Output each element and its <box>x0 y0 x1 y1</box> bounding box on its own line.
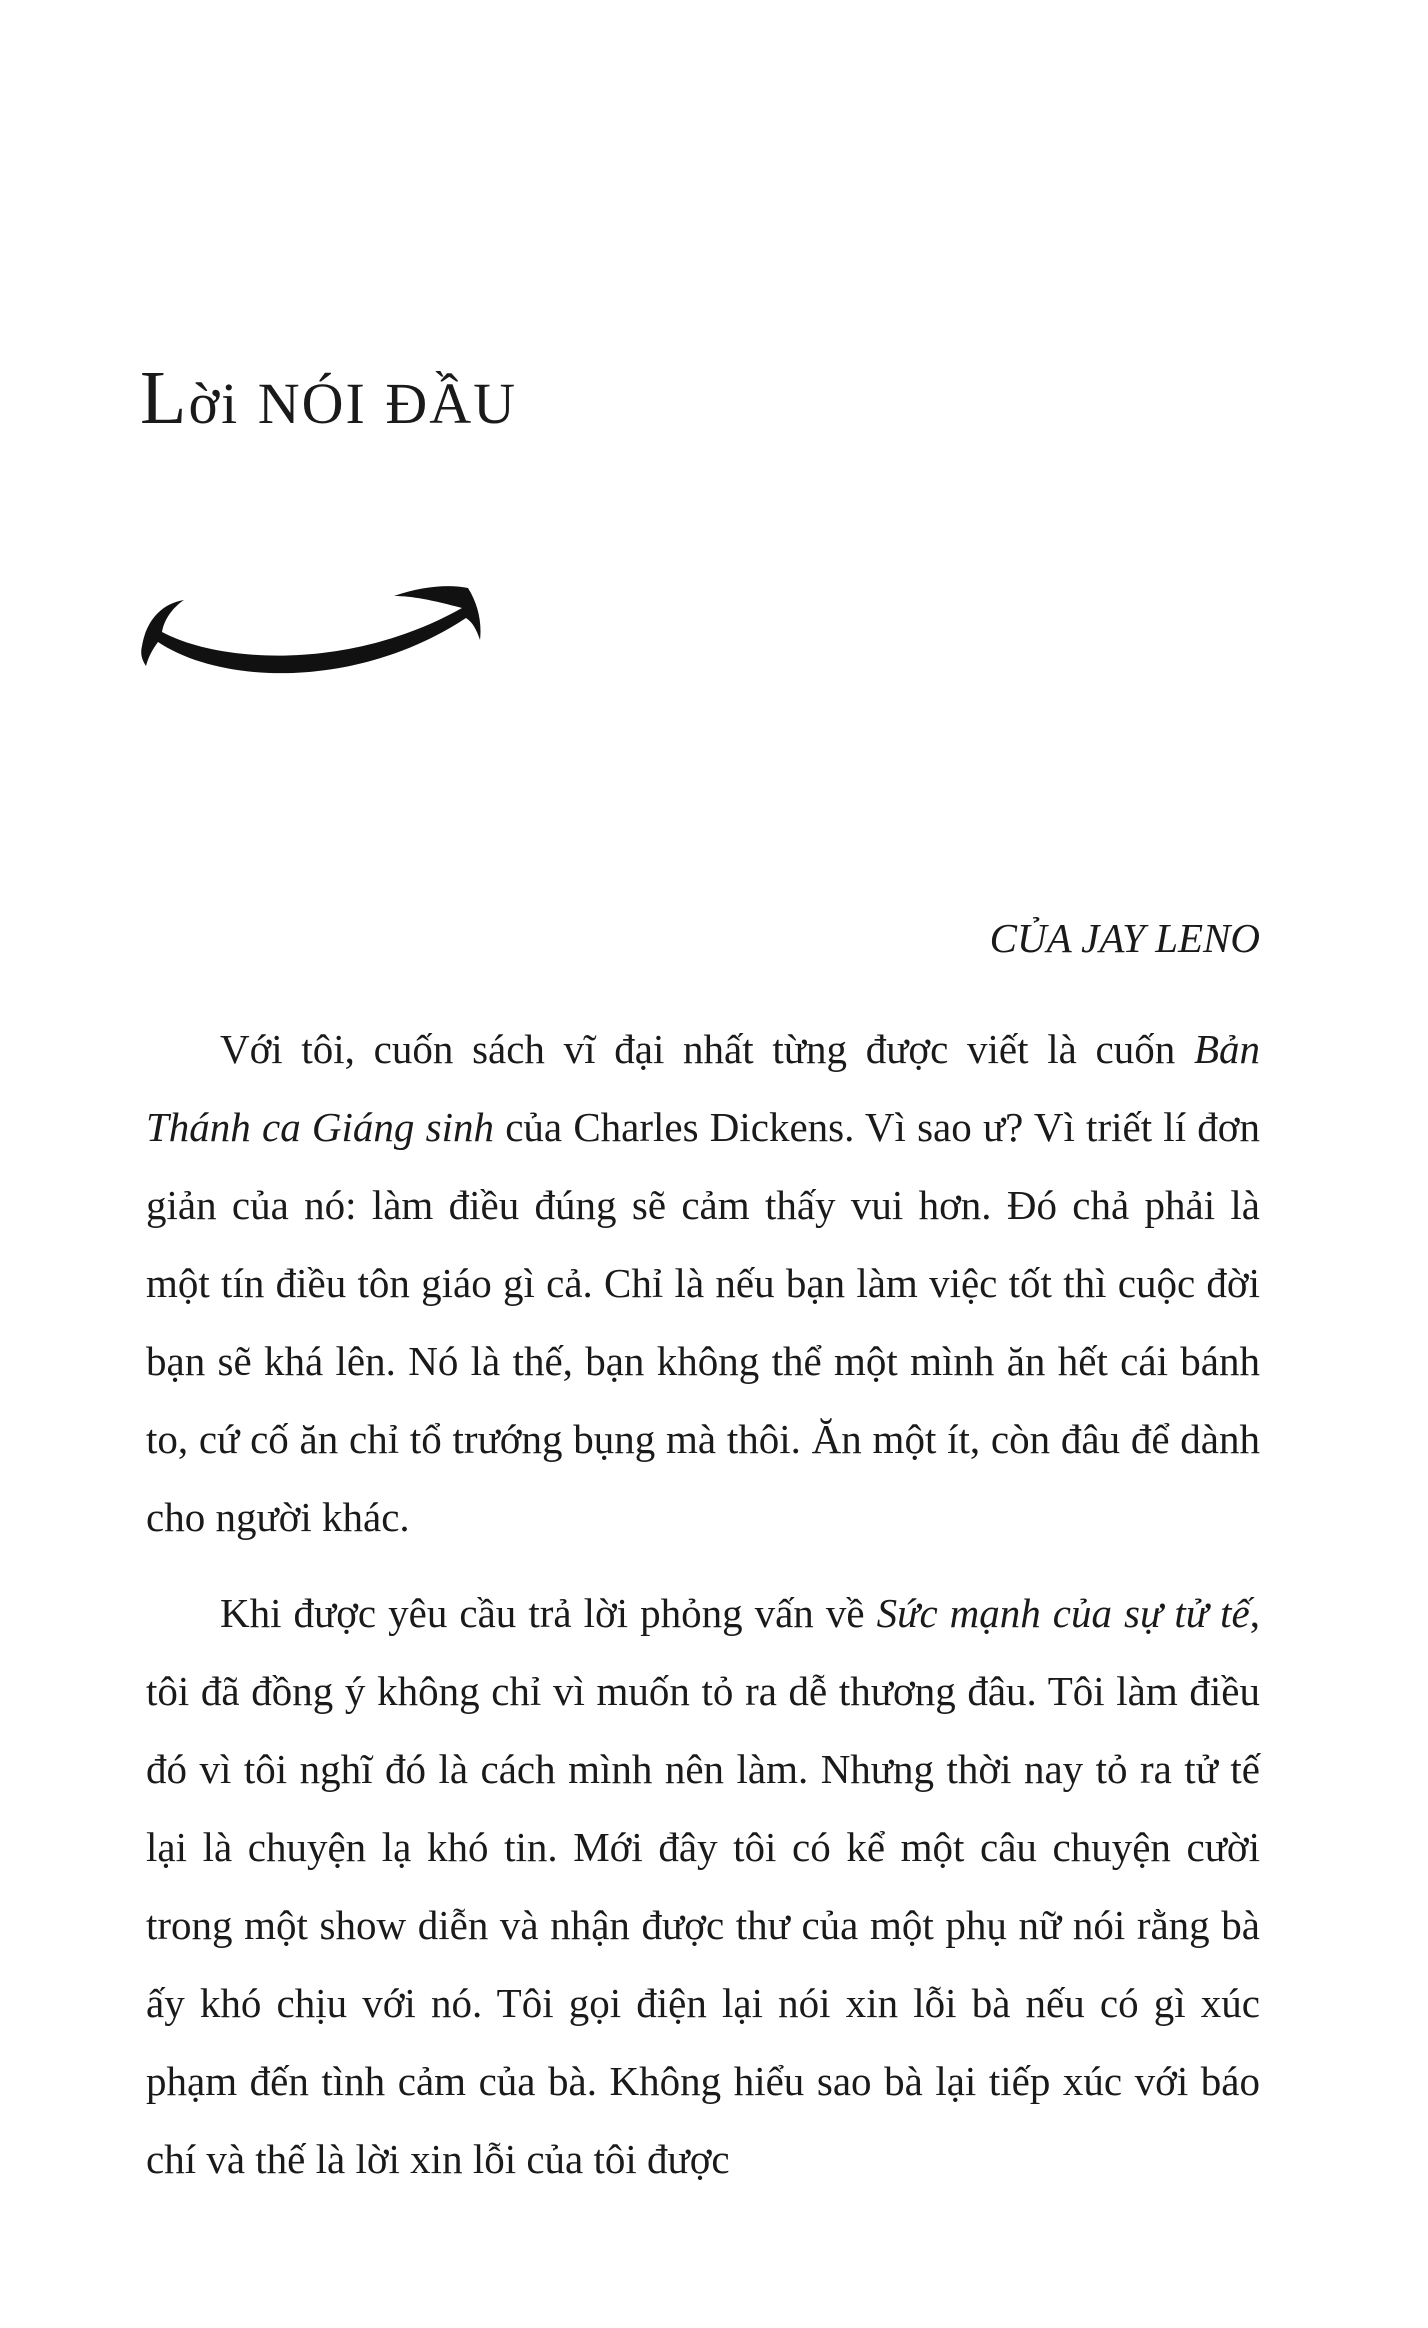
smile-ornament-icon <box>132 578 482 678</box>
paragraph-1-part-1: Với tôi, cuốn sách vĩ đại nhất từng được viết là cuốn <box>220 1026 1194 1072</box>
body-text <box>146 1010 1260 2216</box>
byline: CỦA JAY LENO <box>989 915 1260 961</box>
paragraph-1-part-2: của Charles Dickens. Vì sao ư? Vì triết lí đơn giản của nó: làm điều đúng sẽ cảm thấy vui hơn. Đó chả phải là một tín điều tôn giáo gì cả. Chỉ là nếu bạn làm việc tốt thì cuộc đời bạn sẽ khá lên. Nó là thế, bạn không thể một mình ăn hết cái bánh to, cứ cố ăn chỉ tổ trướng bụng mà thôi. Ăn một ít, còn đâu để dành cho người khác. <box>146 1104 1260 1540</box>
paragraph-2 <box>146 1574 1260 2198</box>
book-title-italic: Bản Thánh ca Giáng sinh <box>146 1026 1260 1150</box>
paragraph-2-part-1: Khi được yêu cầu trả lời phỏng vấn về <box>220 1590 877 1636</box>
title-word-3: ĐẦU <box>385 371 517 436</box>
book-title-italic-2: Sức mạnh của sự tử tế <box>876 1590 1250 1636</box>
title-initial: L <box>140 356 189 440</box>
title-word-1-rest: ời <box>188 371 240 436</box>
title-word-2: NÓI <box>257 371 367 436</box>
paragraph-1 <box>146 1010 1260 1556</box>
chapter-title <box>140 356 517 440</box>
paragraph-2-part-2: , tôi đã đồng ý không chỉ vì muốn tỏ ra dễ thương đâu. Tôi làm điều đó vì tôi nghĩ đó là cách mình nên làm. Nhưng thời nay tỏ ra tử tế lại là chuyện lạ khó tin. Mới đây tôi có kể một câu chuyện cười trong một show diễn và nhận được thư của một phụ nữ nói rằng bà ấy khó chịu với nó. Tôi gọi điện lại nói xin lỗi bà nếu có gì xúc phạm đến tình cảm của bà. Không hiểu sao bà lại tiếp xúc với báo chí và thế là lời xin lỗi của tôi được <box>146 1590 1261 2182</box>
